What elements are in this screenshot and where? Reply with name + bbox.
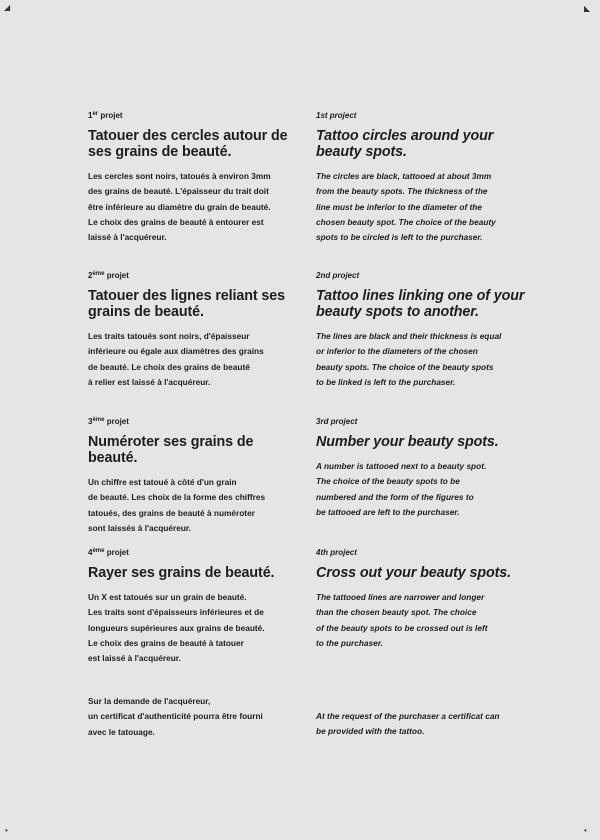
project-title: Tatouer des cercles autour de ses grains de beauté.	[88, 128, 288, 160]
project-label: 3ème projet	[88, 417, 129, 426]
project-title: Number your beauty spots.	[316, 434, 499, 450]
project-1-fr	[88, 111, 303, 245]
project-label: 4th project	[316, 548, 357, 557]
project-2-fr	[88, 271, 303, 390]
project-label: 1st project	[316, 111, 357, 120]
project-description: The lines are black and their thickness is equal or inferior to the diameters of the chosen beauty spots. The choice of the beauty spots to be linked is left to the purchaser.	[316, 331, 502, 387]
scan-mark: •	[584, 826, 587, 835]
project-2-en	[316, 271, 536, 390]
project-label: 4ème projet	[88, 548, 129, 557]
project-label: 3rd project	[316, 417, 358, 426]
project-description: Les traits tatoués sont noirs, d'épaisseur inférieure ou égale aux diamètres des grains de beauté. Le choix des grains de beauté à relier est laissé à l'acquéreur.	[88, 331, 264, 387]
project-description: A number is tattooed next to a beauty spot. The choice of the beauty spots to be numbered and the form of the figures to be tattooed are left to the purchaser.	[316, 461, 487, 517]
project-title: Tattoo lines linking one of your beauty spots to another.	[316, 288, 525, 320]
project-description: Un X est tatoués sur un grain de beauté. Les traits sont d'épaisseurs inférieures et de longueurs supérieures aux grains de beauté. Le choix des grains de beauté à tatouer est laissé à l'acquéreur.	[88, 592, 265, 664]
certificate-note: At the request of the purchaser a certificat can be provided with the tattoo.	[316, 711, 500, 737]
project-title: Rayer ses grains de beauté.	[88, 565, 275, 581]
closing-fr	[88, 694, 303, 740]
project-title: Tatouer des lignes reliant ses grains de beauté.	[88, 288, 285, 320]
project-description: Les cercles sont noirs, tatoués à environ 3mm des grains de beauté. L'épaisseur du trait doit être inférieure au diamètre du grain de beauté. Le choix des grains de beauté à entourer est laissé à l'acquéreur.	[88, 171, 271, 243]
project-title: Tattoo circles around your beauty spots.	[316, 128, 494, 160]
project-title: Numéroter ses grains de beauté.	[88, 434, 254, 466]
scan-mark: •	[5, 826, 8, 835]
project-description: The tattooed lines are narrower and longer than the chosen beauty spot. The choice of the beauty spots to be crossed out is left to the purchaser.	[316, 592, 488, 648]
scan-mark: ◢	[4, 3, 11, 12]
project-title: Cross out your beauty spots.	[316, 565, 512, 581]
project-4-en	[316, 548, 536, 651]
project-description: The circles are black, tattooed at about 3mm from the beauty spots. The thickness of the line must be inferior to the diameter of the chosen beauty spot. The choice of the beauty spots to be circled is left to the purchaser.	[316, 171, 496, 243]
project-description: Un chiffre est tatoué à côté d'un grain de beauté. Les choix de la forme des chiffres tatoués, des grains de beauté à numéroter sont laissés à l'acquéreur.	[88, 477, 266, 533]
closing-en	[316, 709, 536, 740]
scan-mark: ◣	[584, 4, 591, 13]
project-label: 2ème projet	[88, 271, 129, 280]
project-1-en	[316, 111, 536, 245]
project-3-en	[316, 417, 536, 520]
certificate-note: Sur la demande de l'acquéreur, un certificat d'authenticité pourra être fourni avec le tatouage.	[88, 696, 263, 737]
project-label: 2nd project	[316, 271, 360, 280]
project-label: 1er projet	[88, 111, 123, 120]
project-4-fr	[88, 548, 303, 666]
project-3-fr	[88, 417, 303, 536]
